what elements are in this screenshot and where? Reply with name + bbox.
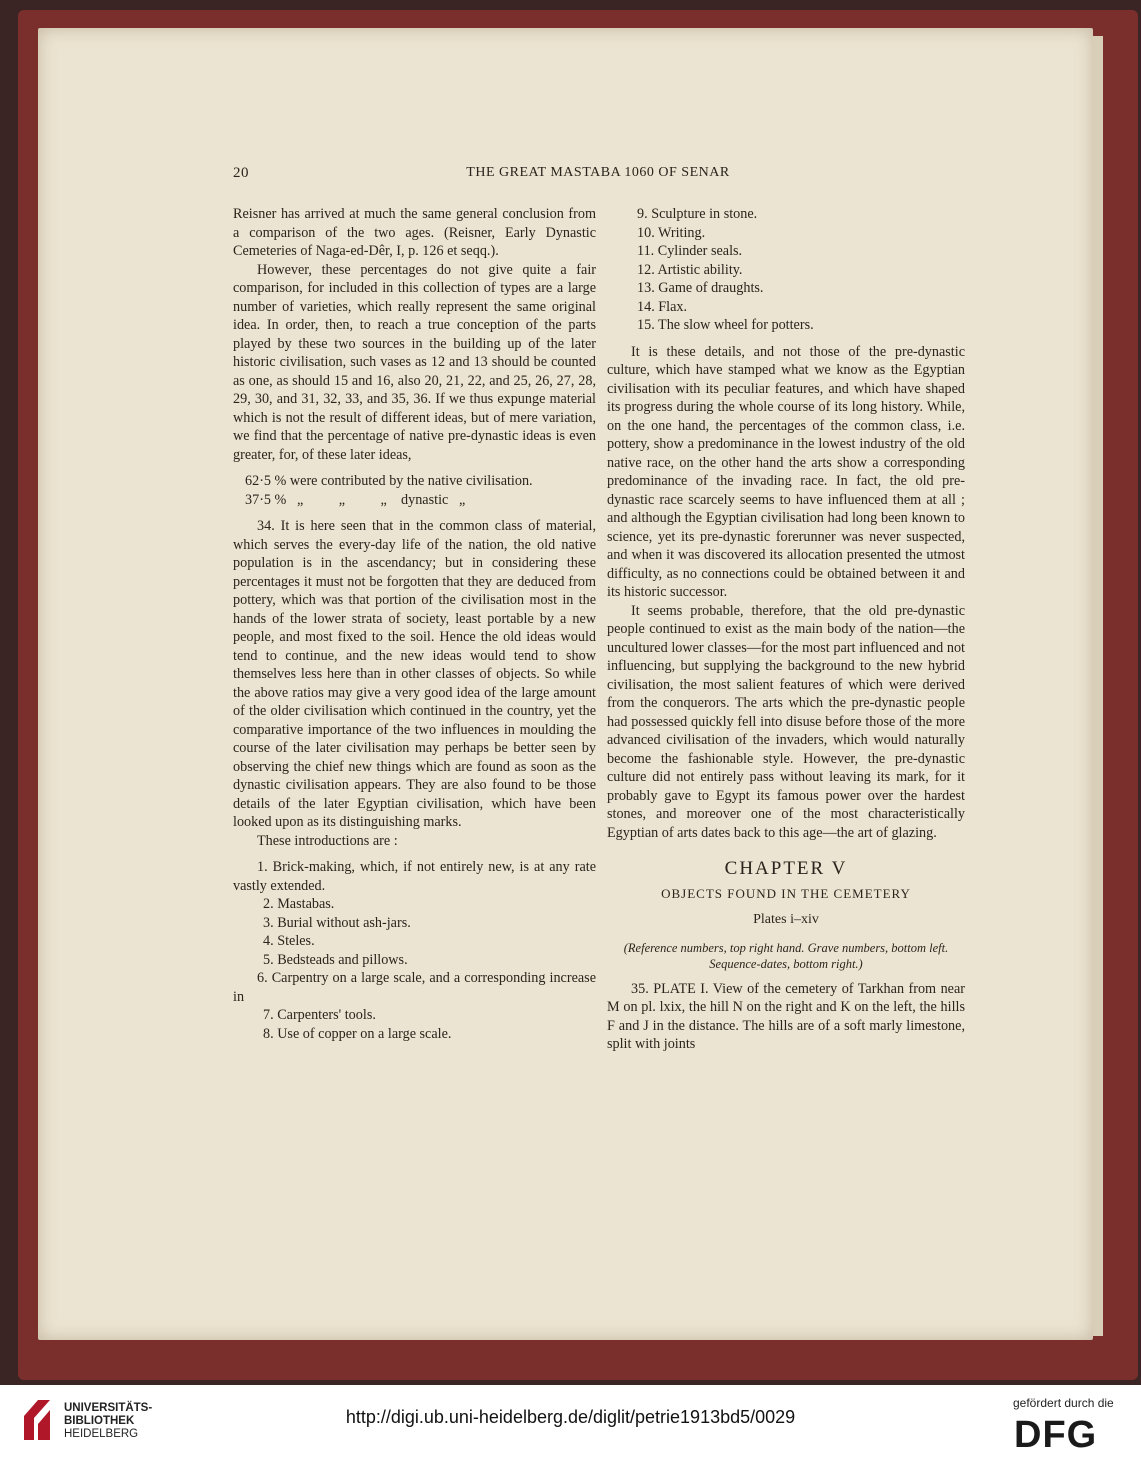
list-item: 14. Flax. [637,298,688,315]
list-item: 2. Mastabas. [263,896,335,912]
library-line-1: UNIVERSITÄTS- [64,1402,153,1414]
list-item: 6. Carpentry on a large scale, and a corresponding increase in [233,970,596,1005]
left-paragraph-4: These introductions are : [257,832,398,849]
list-item: 11. Cylinder seals. [637,243,743,259]
list-item: 15. The slow wheel for potters. [637,317,814,333]
right-column [607,205,965,1054]
page-edge [1093,36,1103,1336]
list-item: 8. Use of copper on a large scale. [263,1025,452,1042]
funding-caption: gefördert durch die [1013,1396,1114,1410]
right-paragraph-3: 35. PLATE I. View of the cemetery of Tarkhan from near M on pl. lxix, the hill N on the right and K on the left, the hills F and J in the distance. The hills are of a soft marly limestone, split with joints [607,980,965,1052]
running-header [233,165,963,187]
list-item: 9. Sculpture in stone. [637,206,758,222]
left-paragraph-2: However, these percentages do not give quite a fair comparison, for included in this collection of types are a large number of varieties, which really represent the same original idea. In order, then, to reach a true conception of the parts played by these two sources in the building up of the later historic civilisation, such vases as 12 and 13 should be counted as one, as should 15 and 16, also 20, 21, 22, and 25, 26, 27, 28, 29, 30, and 31, 32, 33, and 35, 36. If we thus expunge material which is not the result of different ideas, but of mere variation, we find that the percentage of native pre-dynastic ideas is even greater, for, of these later ideas, [233,261,596,463]
library-line-3: HEIDELBERG [64,1428,139,1440]
chapter-heading: CHAPTER V [724,858,848,879]
list-item: 5. Bedsteads and pillows. [263,951,408,968]
reference-note: (Reference numbers, top right hand. Grave numbers, bottom left. Sequence-dates, bottom right.) [623,940,949,971]
list-item: 1. Brick-making, which, if not entirely new, is at any rate vastly extended. [233,859,596,894]
percentage-line-dynastic: 37·5 % „ „ „ dynastic „ [245,491,466,508]
left-paragraph-1: Reisner has arrived at much the same general conclusion from a comparison of the two ages. (Reisner, Early Dynastic Cemeteries of Naga-ed-Dêr, I, p. 126 et seqq.). [233,206,596,259]
plates-range: Plates i–xiv [753,912,819,927]
list-item: 12. Artistic ability. [637,261,743,278]
percentage-line-native: 62·5 % were contributed by the native civilisation. [245,473,533,489]
library-line-2: BIBLIOTHEK [64,1415,135,1427]
left-column [233,205,596,1043]
left-paragraph-3: 34. It is here seen that in the common class of material, which serves the every-day life of the nation, the old native population is in the ascendancy; but in considering these percentages it must not be forgotten that they are deduced from pottery, which was that portion of the civilisation most in the hands of the lower strata of society, least portable by a new people, and most fixed to the soil. Hence the old ideas would tend to continue, and the new ideas would tend to show themselves less here than in other classes of objects. So while the above ratios may give a very good idea of the large amount of the older civilisation which continued in the country, yet the comparative importance of the two influences in moulding the course of the later civilisation may perhaps be better seen by observing the chief new things which are found as soon as the dynastic civilisation appears. They are also found to be those details of the later Egyptian civilisation, which have been looked upon as its distinguishing marks. [233,518,596,830]
permalink-url[interactable]: http://digi.ub.uni-heidelberg.de/diglit/petrie1913bd5/0029 [345,1407,796,1427]
list-item: 3. Burial without ash-jars. [263,914,411,931]
right-paragraph-1: It is these details, and not those of the pre-dynastic culture, which have stamped what we know as the Egyptian civilisation with its peculiar features, and which have shaped its progress during the whole course of its long history. While, on the one hand, the percentages of the common class, i.e. pottery, show a predominance in the lowest industry of the old native race, on the other hand the arts show a corresponding predominance of the invading race. In fact, the old pre-dynastic race scarcely seems to have influenced them at all ; and although the Egyptian civilisation had long been known to science, yet its pre-dynastic forerunner was never suspected, and when it was discovered its allocation presented the utmost difficulty, as no connections could be obtained between it and its historic successor. [607,343,965,600]
right-paragraph-2: It seems probable, therefore, that the old pre-dynastic people continued to exist as the main body of the nation—the uncultured lower classes—for the most part influenced and not influencing, but supplying the background to the new hybrid civilisation, the most salient features of which were derived from the conquerors. The arts which the pre-dynastic people had possessed quickly fell into disuse before those of the more advanced civilisation of the invaders, which would naturally become the fashionable style. However, the pre-dynastic culture did not entirely pass without leaving its mark, for it probably gave to Egypt its famous power over the hardest stones, and moreover one of the most characteristically Egyptian of arts dates back to this age—the art of glazing. [607,602,965,841]
list-item: 7. Carpenters' tools. [263,1007,376,1023]
page-number: 20 [233,165,249,181]
running-title: THE GREAT MASTABA 1060 OF SENAR [466,165,730,180]
list-item: 13. Game of draughts. [637,280,764,296]
dfg-logo: DFG [1014,1414,1098,1456]
list-item: 4. Steles. [263,933,315,949]
chapter-subtitle: OBJECTS FOUND IN THE CEMETERY [661,885,911,901]
list-item: 10. Writing. [637,224,706,241]
